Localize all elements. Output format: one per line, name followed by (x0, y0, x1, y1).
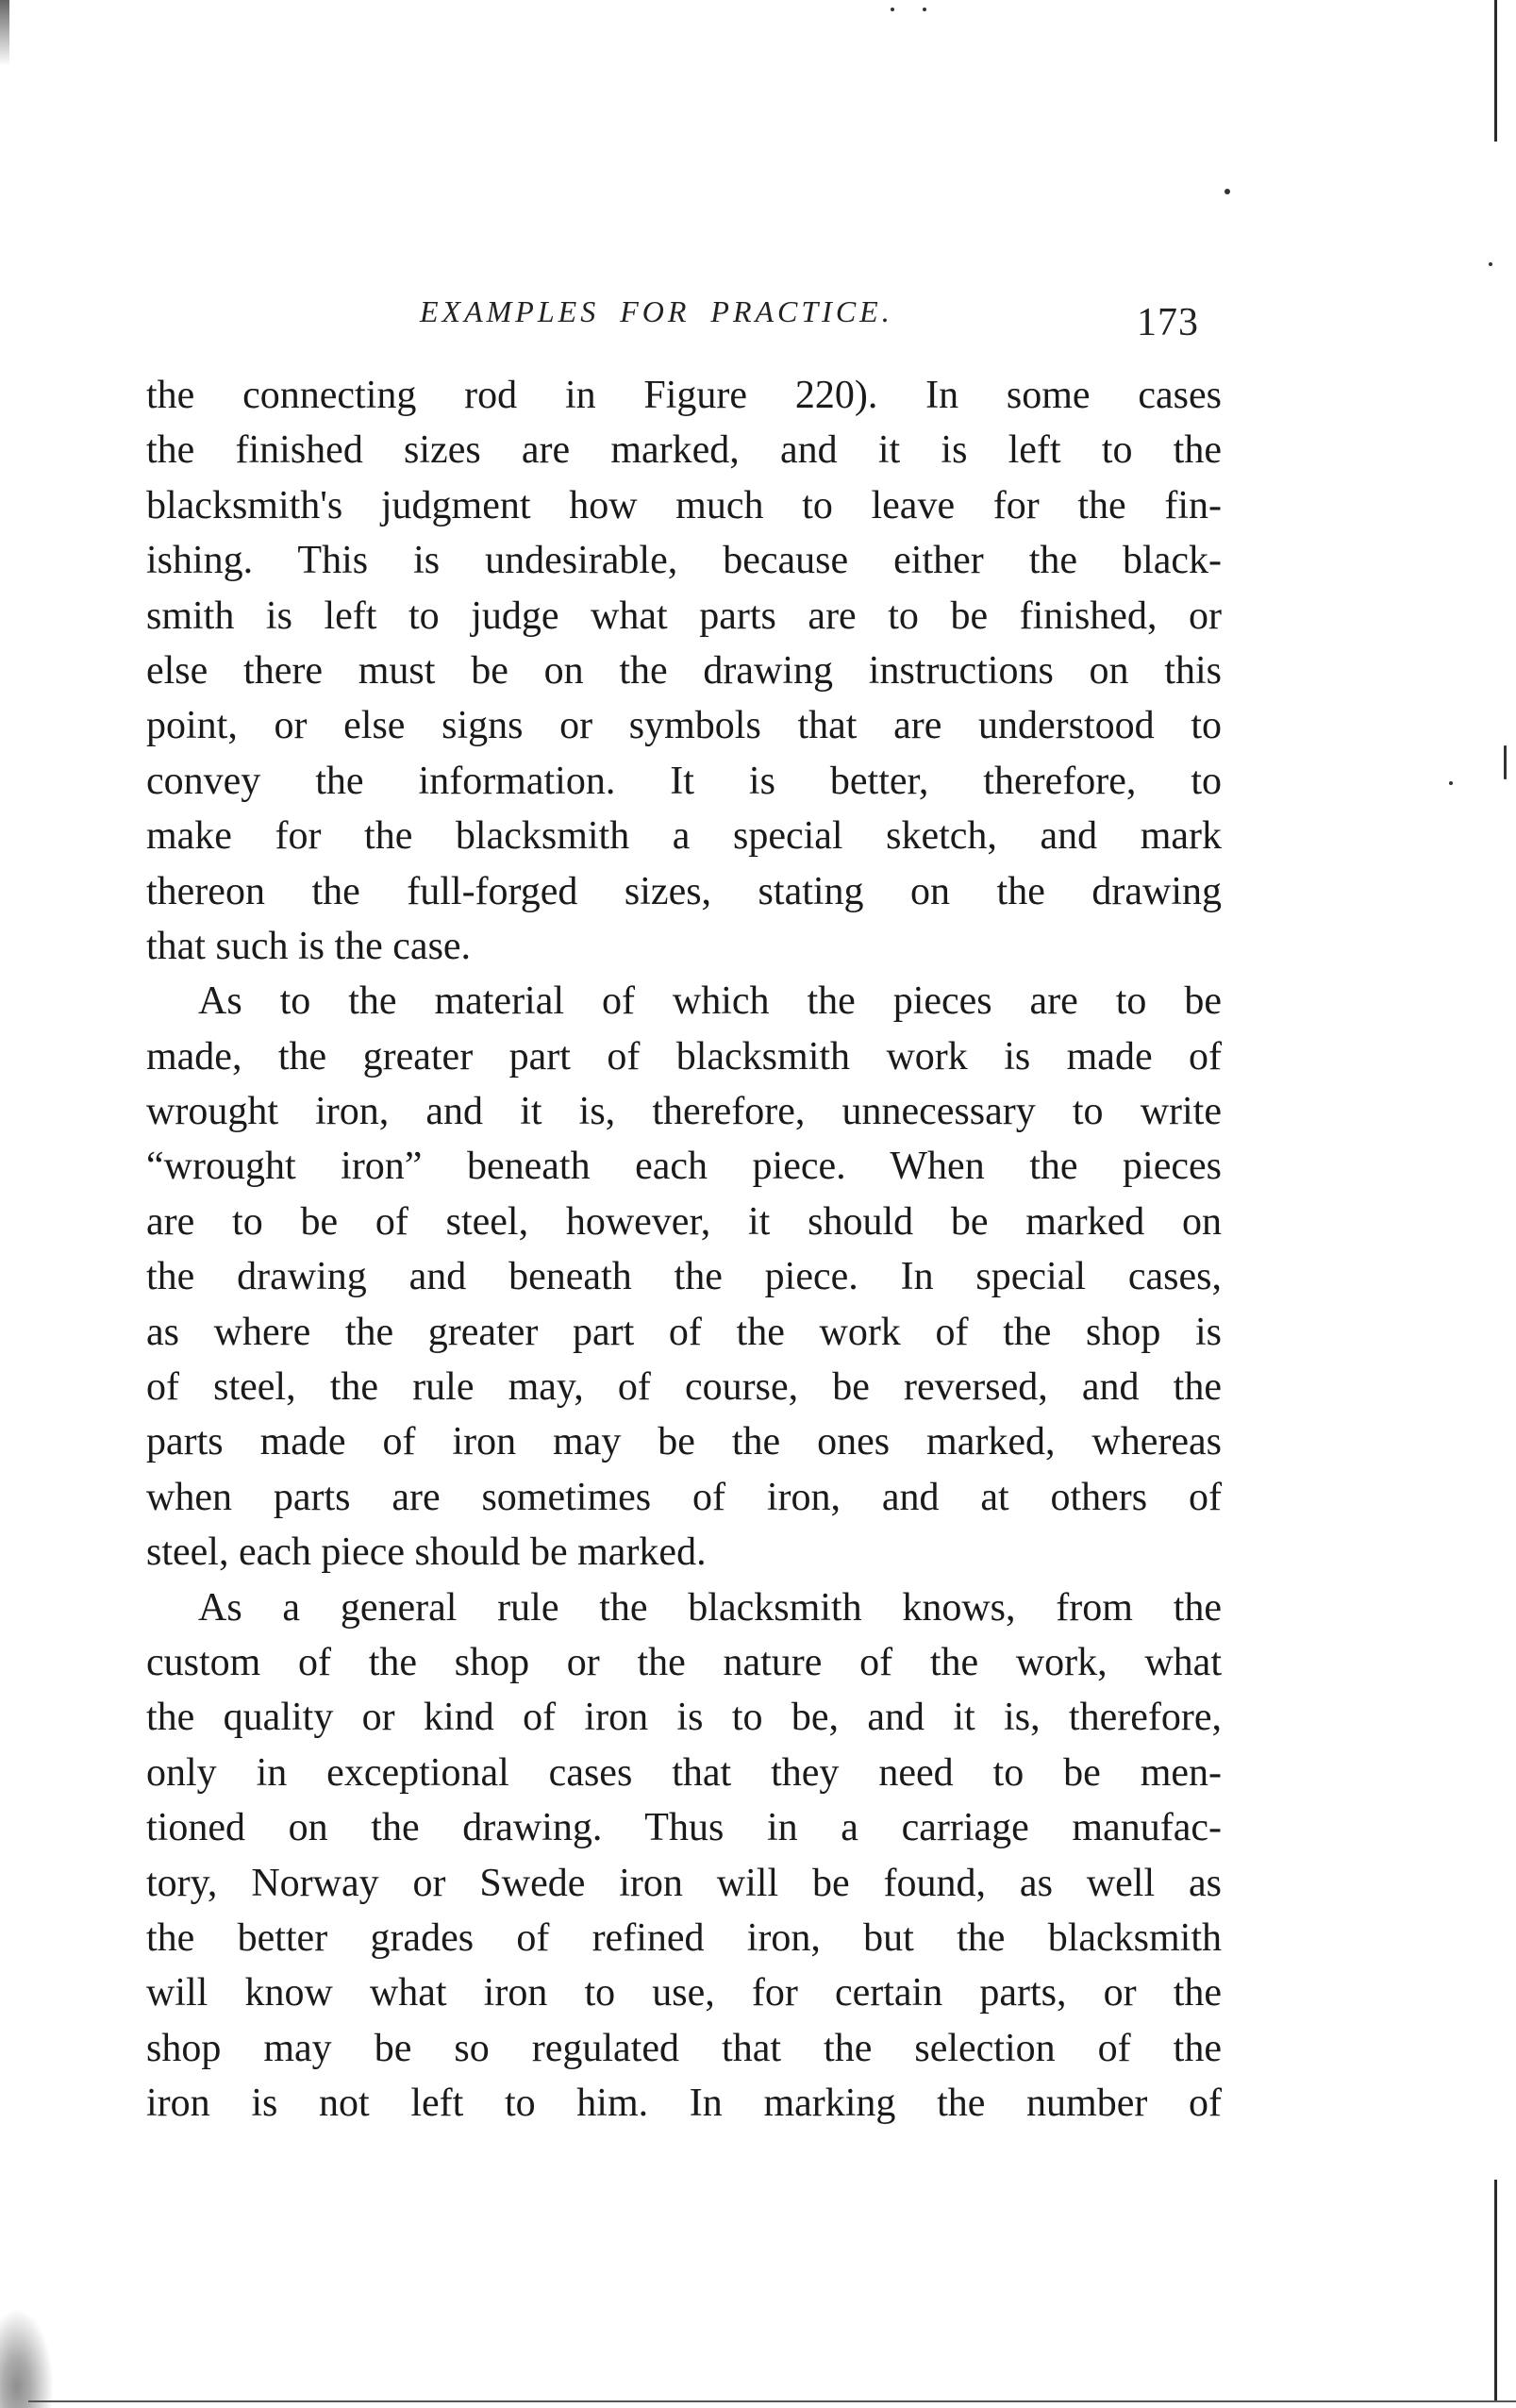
text-line: the drawing and beneath the piece. In special cases, (146, 1255, 1222, 1299)
text-line: “wrought iron” beneath each piece. When the pieces (146, 1145, 1222, 1189)
scan-speck (891, 8, 894, 11)
text-line: of steel, the rule may, of course, be reversed, and the (146, 1365, 1222, 1410)
text-line: the quality or kind of iron is to be, and it is, therefore, (146, 1696, 1222, 1740)
text-line: As a general rule the blacksmith knows, from the (198, 1585, 1222, 1630)
scan-edge-artifact (1494, 2180, 1497, 2401)
scan-speck (1224, 189, 1230, 194)
running-title: EXAMPLES FOR PRACTICE. (420, 294, 893, 328)
text-line: when parts are sometimes of iron, and at others of (146, 1475, 1222, 1519)
page-number: 173 (1137, 301, 1199, 344)
text-line: only in exceptional cases that they need to be men- (146, 1750, 1222, 1795)
scan-bottom-edge (28, 2400, 1516, 2402)
text-line: point, or else signs or symbols that are understood to (146, 704, 1222, 748)
text-line: as where the greater part of the work of the shop is (146, 1310, 1222, 1354)
text-line: As to the material of which the pieces are to be (198, 979, 1222, 1024)
text-line: thereon the full-forged sizes, stating on the drawing (146, 869, 1222, 913)
text-line: else there must be on the drawing instructions on this (146, 648, 1222, 693)
text-line: iron is not left to him. In marking the number of (146, 2082, 1222, 2126)
scan-edge-artifact (0, 0, 9, 66)
text-line: wrought iron, and it is, therefore, unnecessary to write (146, 1090, 1222, 1134)
text-line: smith is left to judge what parts are to be finished, or (146, 594, 1222, 638)
scan-speck (1449, 781, 1453, 785)
text-line: make for the blacksmith a special sketch, and mark (146, 814, 1222, 859)
text-line: will know what iron to use, for certain parts, or the (146, 1971, 1222, 2015)
text-line: that such is the case. (146, 924, 472, 968)
text-line: shop may be so regulated that the selection of the (146, 2026, 1222, 2070)
text-line: steel, each piece should be marked. (146, 1530, 707, 1575)
text-line: made, the greater part of blacksmith work is made of (146, 1034, 1222, 1079)
scan-corner-smudge (0, 2302, 57, 2408)
text-line: ishing. This is undesirable, because either the black- (146, 539, 1222, 583)
scan-edge-artifact (1494, 0, 1497, 142)
body-text (146, 368, 1222, 2132)
scan-speck (1489, 262, 1492, 266)
text-line: blacksmith's judgment how much to leave for the fin- (146, 483, 1222, 527)
scan-speck (1504, 745, 1507, 779)
text-line: are to be of steel, however, it should be marked on (146, 1199, 1222, 1244)
text-line: tioned on the drawing. Thus in a carriage manufac- (146, 1806, 1222, 1850)
text-line: the finished sizes are marked, and it is left to the (146, 428, 1222, 473)
text-line: the better grades of refined iron, but the blacksmith (146, 1915, 1222, 1960)
text-line: parts made of iron may be the ones marked, whereas (146, 1420, 1222, 1464)
text-line: convey the information. It is better, therefore, to (146, 759, 1222, 803)
text-line: custom of the shop or the nature of the work, what (146, 1640, 1222, 1684)
running-head (142, 294, 1217, 342)
text-line: the connecting rod in Figure 220). In some cases (146, 374, 1222, 417)
scan-speck (923, 8, 926, 11)
text-line: tory, Norway or Swede iron will be found, as well as (146, 1861, 1222, 1905)
